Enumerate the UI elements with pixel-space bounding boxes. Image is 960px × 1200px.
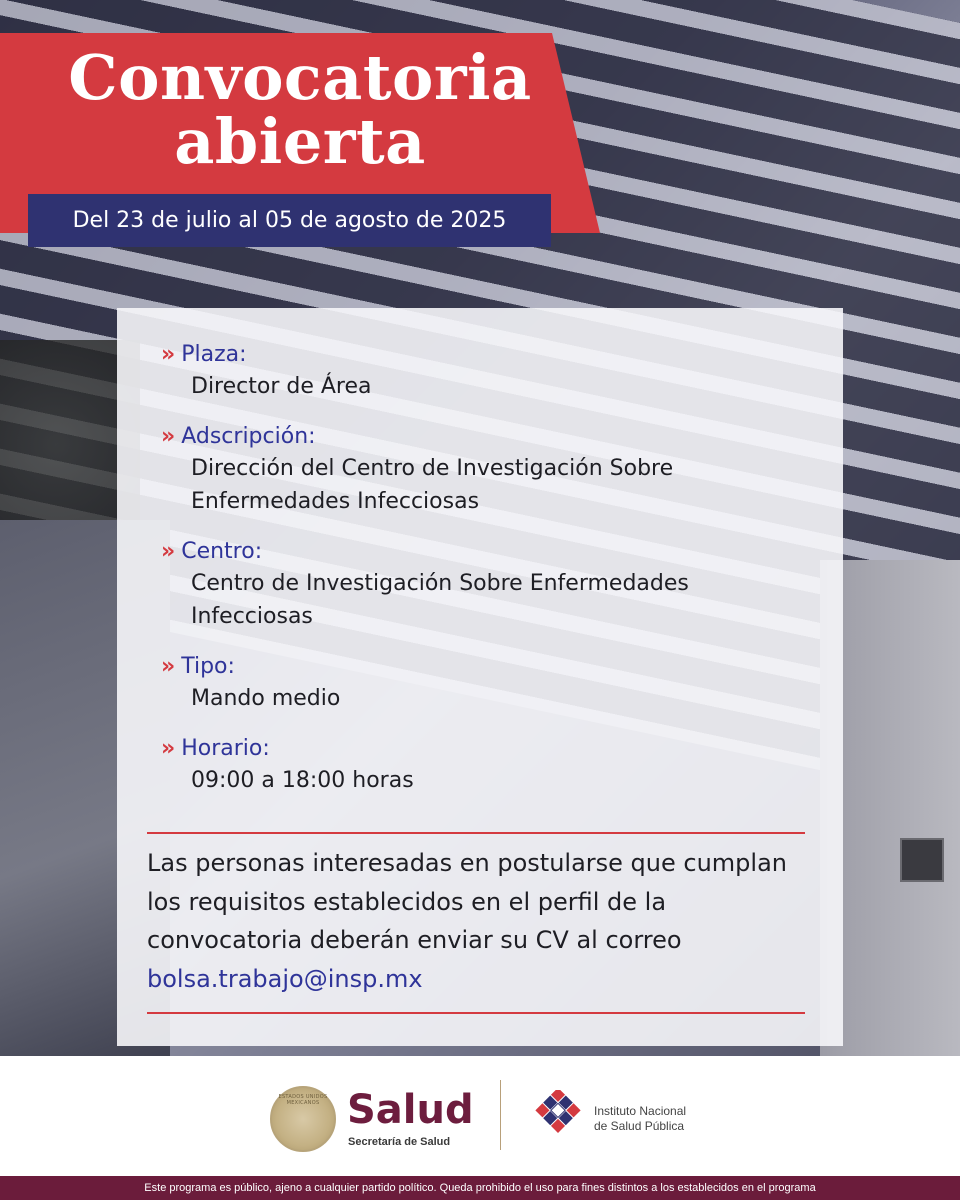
date-range-badge: Del 23 de julio al 05 de agosto de 2025: [28, 194, 551, 247]
chevron-right-icon: »: [161, 539, 176, 564]
field-value: Director de Área: [191, 374, 372, 399]
field-label: » Adscripción:: [161, 422, 801, 452]
disclaimer-strip: Este programa es público, ajeno a cualquier partido político. Queda prohibido el uso para fines distintos a los establecidos en el programa: [0, 1176, 960, 1200]
title-line-2: abierta: [174, 105, 426, 178]
field-label: » Plaza:: [161, 340, 801, 370]
logo-divider: [500, 1080, 501, 1150]
chevron-right-icon: »: [161, 654, 176, 679]
field-tipo: [161, 652, 801, 715]
info-card: [117, 308, 843, 1046]
insp-logo-icon: [530, 1090, 586, 1142]
title-line-1: Convocatoria: [68, 41, 532, 114]
insp-name: Instituto Nacional de Salud Pública: [594, 1104, 687, 1133]
field-value: Mando medio: [191, 686, 341, 711]
field-adscripcion: [161, 422, 801, 518]
field-value: Dirección del Centro de Investigación Sobre Enfermedades Infecciosas: [191, 456, 674, 514]
chevron-right-icon: »: [161, 342, 176, 367]
field-horario: [161, 734, 801, 797]
field-label: » Centro:: [161, 537, 801, 567]
field-plaza: [161, 340, 801, 403]
salud-subtitle: Secretaría de Salud: [348, 1136, 451, 1148]
chevron-right-icon: »: [161, 424, 176, 449]
chevron-right-icon: »: [161, 736, 176, 761]
page-title: [40, 41, 560, 178]
national-seal-icon: ESTADOS UNIDOS MEXICANOS: [270, 1086, 336, 1152]
field-label: » Horario:: [161, 734, 801, 764]
salud-brand: Salud: [347, 1087, 474, 1133]
divider-bottom: [147, 1012, 805, 1014]
field-centro: [161, 537, 801, 633]
footer-logos: [0, 1056, 960, 1176]
email-link[interactable]: bolsa.trabajo@insp.mx: [147, 964, 423, 993]
application-notice: [147, 844, 807, 998]
field-label: » Tipo:: [161, 652, 801, 682]
notice-text: Las personas interesadas en postularse que cumplan los requisitos establecidos en el perfil de la convocatoria deberán enviar su CV al correo: [147, 849, 787, 954]
field-value: 09:00 a 18:00 horas: [191, 768, 414, 793]
divider-top: [147, 832, 805, 834]
field-value: Centro de Investigación Sobre Enfermedades Infecciosas: [191, 571, 689, 629]
background-plaque: [900, 838, 944, 882]
